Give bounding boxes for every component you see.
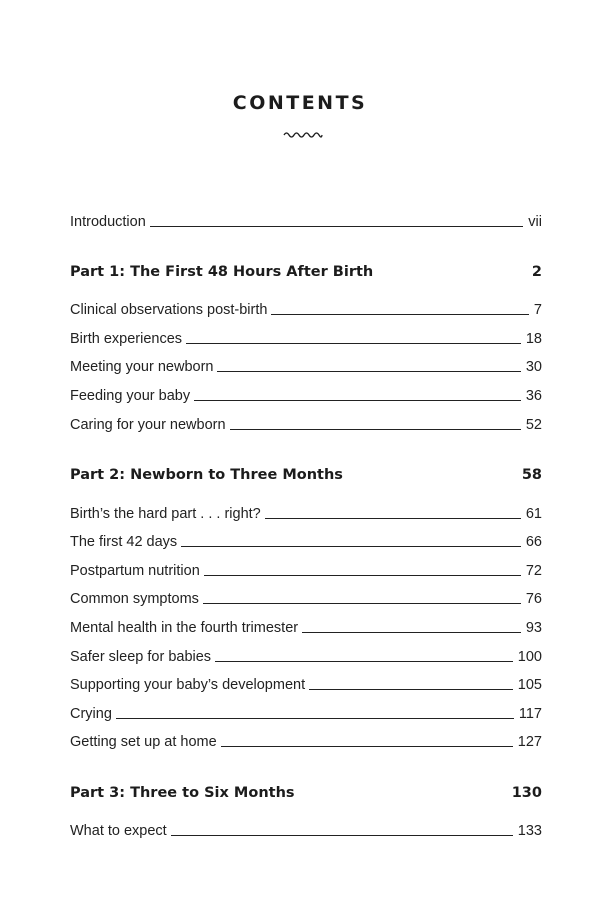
toc-entry-label: Birth’s the hard part . . . right? (70, 506, 261, 522)
toc-entry[interactable] (70, 330, 542, 348)
toc-entry-label: Supporting your baby’s development (70, 677, 306, 693)
page-title: CONTENTS (232, 92, 368, 114)
toc-leader-line (171, 835, 513, 836)
toc-entry-page: 18 (525, 331, 542, 347)
toc-entry[interactable] (70, 705, 542, 723)
toc-entry-label: The first 42 days (70, 534, 178, 550)
part-heading-page: 58 (521, 467, 542, 483)
toc-entry-page: vii (528, 214, 542, 230)
toc-entry[interactable] (70, 505, 542, 523)
toc-leader-line (217, 371, 520, 372)
toc-part-heading[interactable] (70, 466, 542, 484)
toc-leader-line (265, 518, 521, 519)
toc-entry-label: Birth experiences (70, 331, 183, 347)
toc-entry[interactable] (70, 590, 542, 608)
toc-leader-line (186, 343, 521, 344)
toc-leader-line (271, 314, 528, 315)
toc-entry[interactable] (70, 301, 542, 319)
toc-entry-page: 127 (517, 734, 542, 750)
toc-leader-line (150, 226, 524, 227)
toc-leader-line (221, 746, 513, 747)
part-heading-label: Part 3: Three to Six Months (70, 785, 295, 801)
toc-entry-page: 30 (525, 359, 542, 375)
toc-entry[interactable] (70, 676, 542, 694)
toc-entry-page: 7 (533, 302, 542, 318)
toc-leader-line (204, 575, 521, 576)
part-heading-label: Part 2: Newborn to Three Months (70, 467, 343, 483)
toc-entry[interactable] (70, 416, 542, 434)
toc-entry-page: 61 (525, 506, 542, 522)
toc-entry[interactable] (70, 562, 542, 580)
toc-entry[interactable] (70, 619, 542, 637)
toc-entry-label: Postpartum nutrition (70, 563, 200, 579)
toc-entry-label: Mental health in the fourth trimester (70, 620, 299, 636)
toc-entry-page: 72 (525, 563, 542, 579)
part-heading-page: 2 (531, 264, 542, 280)
toc-part-heading[interactable] (70, 263, 542, 281)
part-heading-label: Part 1: The First 48 Hours After Birth (70, 264, 374, 280)
toc-entry-page: 76 (525, 591, 542, 607)
toc-entry-label: Feeding your baby (70, 388, 191, 404)
toc-entry-label: What to expect (70, 823, 167, 839)
toc-entry[interactable] (70, 822, 542, 840)
toc-leader-line (309, 689, 513, 690)
toc-leader-line (302, 632, 521, 633)
toc-leader-line (181, 546, 521, 547)
toc-entry-label: Safer sleep for babies (70, 649, 212, 665)
toc-entry-label: Caring for your newborn (70, 417, 226, 433)
toc-entry-page: 117 (518, 706, 542, 722)
toc-entry-page: 36 (525, 388, 542, 404)
toc-entry[interactable] (70, 358, 542, 376)
toc-entry-label: Clinical observations post-birth (70, 302, 268, 318)
toc-entry-label: Crying (70, 706, 112, 722)
toc-entry-label: Getting set up at home (70, 734, 217, 750)
toc-entry-page: 100 (517, 649, 542, 665)
toc-entry-page: 93 (525, 620, 542, 636)
toc-entry-label: Common symptoms (70, 591, 199, 607)
toc-entry[interactable] (70, 387, 542, 405)
toc-entry-label: Meeting your newborn (70, 359, 214, 375)
toc-entry-introduction[interactable] (70, 213, 542, 231)
squiggle-ornament-icon (283, 130, 323, 140)
toc-entry[interactable] (70, 533, 542, 551)
toc-leader-line (203, 603, 521, 604)
toc-entry-label: Introduction (70, 214, 146, 230)
toc-entry-page: 105 (517, 677, 542, 693)
toc-entry-page: 133 (517, 823, 542, 839)
toc-entry[interactable] (70, 733, 542, 751)
toc-leader-line (230, 429, 521, 430)
toc-leader-line (215, 661, 513, 662)
toc-entry-page: 66 (525, 534, 542, 550)
toc-leader-line (194, 400, 521, 401)
toc-part-heading[interactable] (70, 784, 542, 802)
part-heading-page: 130 (511, 785, 542, 801)
toc-leader-line (116, 718, 514, 719)
toc-entry[interactable] (70, 648, 542, 666)
toc-entry-page: 52 (525, 417, 542, 433)
